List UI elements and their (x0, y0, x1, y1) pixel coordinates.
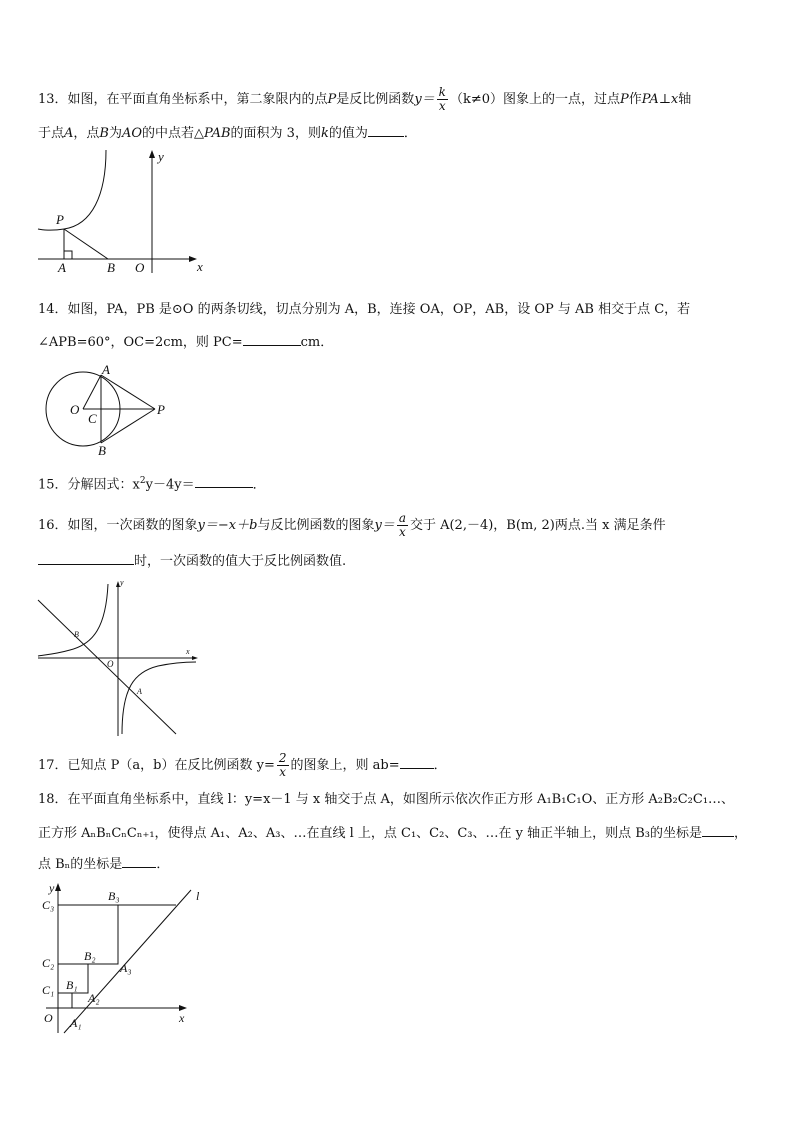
q14-fig-O: O (70, 402, 80, 417)
q18-fig-x: x (179, 1011, 185, 1025)
q16-line-2: 时，一次函数的值大于反比例函数值. (38, 550, 346, 572)
q16-fig-A: A (137, 687, 142, 696)
q13-fig-y: y (158, 149, 164, 164)
q13-fig-B: B (107, 260, 115, 275)
q16-fig-y: y (120, 578, 124, 587)
q16-fig-B: B (74, 630, 79, 639)
q14-fig-C: C (88, 411, 97, 426)
q18-fig-A2: A₂ (88, 991, 100, 1005)
answer-blank-15[interactable] (195, 473, 253, 488)
q18-line-2: 正方形 AₙBₙCₙCₙ₊₁，使得点 A₁、A₂、A₃、…在直线 l 上，点 C₁、C₂、C₃、…在 y 轴正半轴上，则点 B₃的坐标是 ， (38, 822, 747, 844)
q13-fraction: $\frac{k}{x}$ (438, 85, 446, 113)
answer-blank-13[interactable] (368, 122, 404, 137)
q16-fig-O: O (107, 659, 114, 669)
q13-line-2: 于点A，点B为AO的中点若△PAB的面积为 3，则k的值为 ． (38, 122, 417, 144)
q14-line-1: 14．如图，PA，PB 是⊙O 的两条切线，切点分别为 A，B，连接 OA，OP，AB，设 OP 与 AB 相交于点 C，若 (38, 302, 691, 317)
q16-figure (36, 576, 201, 738)
q14-figure (38, 362, 178, 460)
q18-fig-A1: A₁ (70, 1016, 82, 1030)
q14-fig-B: B (98, 443, 106, 458)
q18-fig-C1: C₁ (42, 983, 55, 997)
q16-fig-x: x (186, 647, 190, 656)
q18-fig-A3: A₃ (120, 961, 132, 975)
answer-blank-18a[interactable] (702, 822, 734, 837)
q15-line: 15．分解因式：$x^2y-4y=$ ． (38, 471, 266, 495)
q14-line-2: ∠APB=60°，OC=2cm，则 PC= cm． (38, 331, 333, 353)
q14-fig-A: A (102, 362, 110, 377)
q17-fraction: $\frac{2}{x}$ (278, 751, 287, 779)
answer-blank-18b[interactable] (122, 853, 156, 868)
q18-fig-C2: C₂ (42, 956, 55, 970)
q18-figure (36, 878, 211, 1038)
q13-fig-x: x (197, 259, 203, 274)
q14-fig-P: P (157, 402, 165, 417)
q13-fig-O: O (135, 260, 145, 275)
answer-blank-16[interactable] (38, 550, 134, 565)
q18-fig-l: l (196, 889, 200, 903)
q18-fig-B1: B₁ (66, 978, 78, 992)
q13-fig-A: A (58, 260, 66, 275)
q16-fraction: $\frac{a}{x}$ (398, 511, 406, 539)
q18-fig-B2: B₂ (84, 949, 96, 963)
q18-fig-C3: C₃ (42, 898, 55, 912)
q13-figure (30, 145, 220, 280)
q13-fig-P: P (56, 212, 64, 227)
answer-blank-17[interactable] (400, 754, 434, 769)
q18-line-3: 点 Bₙ的坐标是 ． (38, 853, 169, 875)
q17-line: 17．已知点 P（a，b）在反比例函数 y= $\frac{2}{x}$ 的图象上，则 ab= ． (38, 751, 447, 779)
q18-line-1: 18．在平面直角坐标系中，直线 l：y=x－1 与 x 轴交于点 A，如图所示依次作正方形 A₁B₁C₁O、正方形 A₂B₂C₂C₁…、 (38, 792, 735, 807)
q18-fig-y: y (49, 881, 55, 895)
q16-line-1: 16．如图，一次函数的图象y＝−x＋b与反比例函数的图象y＝ $\frac{a}{x}$ 交于 A(2,－4)，B(m, 2)两点.当 x 满足条件 (38, 511, 666, 539)
q13-line-1: 13．如图，在平面直角坐标系中，第二象限内的点P是反比例函数y＝ $\frac{k}{x}$ （k≠0）图象上的一点，过点P作PA⊥x轴 (38, 85, 692, 113)
q18-fig-O: O (44, 1011, 53, 1025)
answer-blank-14[interactable] (243, 331, 301, 346)
q18-fig-B3: B₃ (108, 889, 120, 903)
